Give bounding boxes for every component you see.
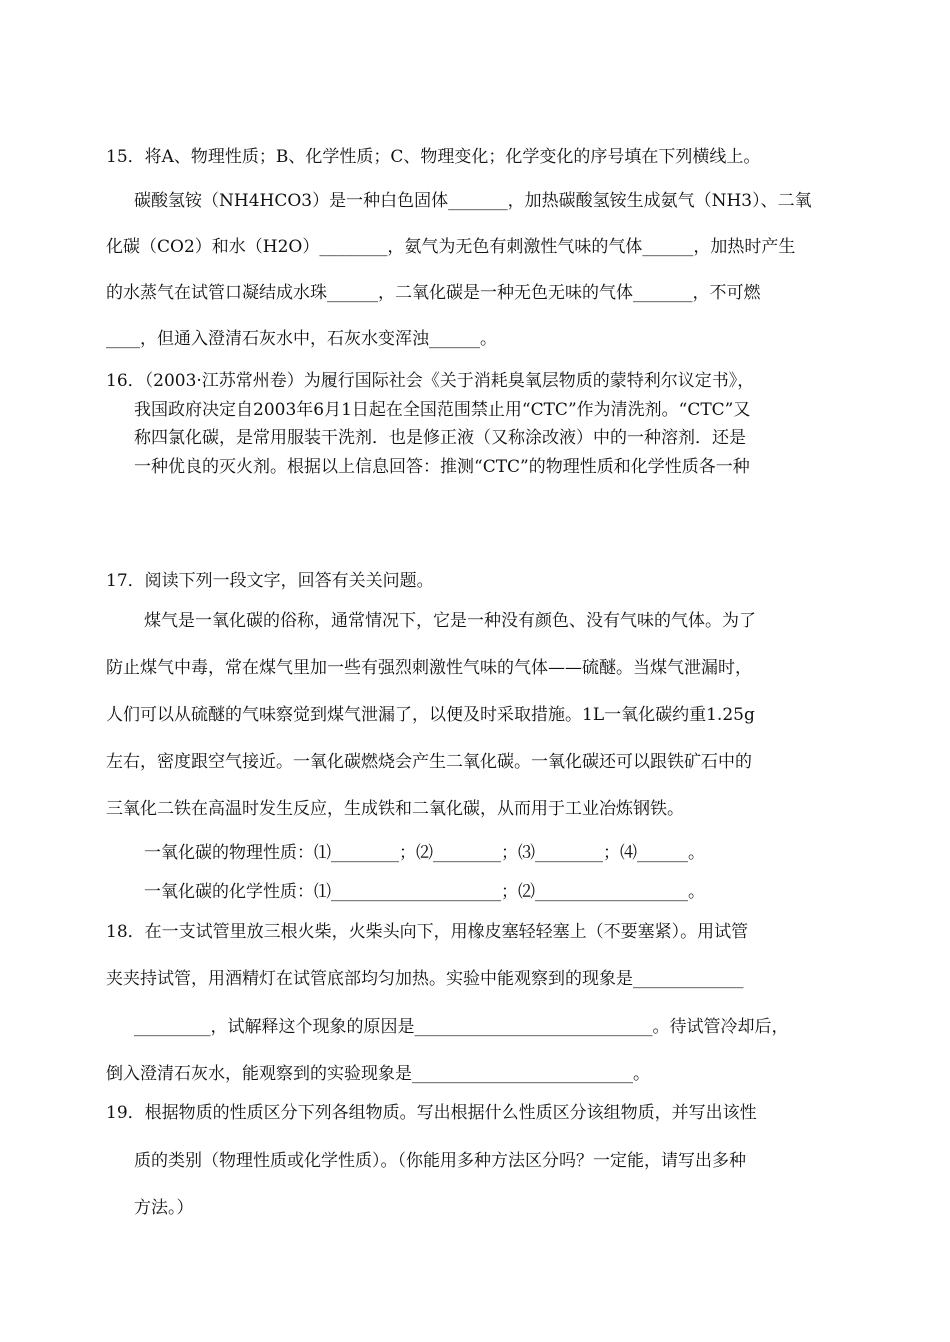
- q15-line-1: 15．将A、物理性质；B、化学性质；C、物理变化；化学变化的序号填在下列横线上。: [106, 147, 761, 167]
- q16-line-3: 称四氯化碳，是常用服装干洗剂．也是修正液（又称涂改液）中的一种溶剂．还是: [134, 428, 746, 448]
- q16-line-2: 我国政府决定自2003年6月1日起在全国范围禁止用“CTC”作为清洗剂。“CTC”又: [134, 400, 751, 420]
- q17-line-8: 一氧化碳的化学性质：⑴____________________；⑵__________________。: [144, 882, 705, 902]
- q15-line-5: ____，但通入澄清石灰水中，石灰水变浑浊______。: [106, 329, 497, 349]
- q19-line-1: 19．根据物质的性质区分下列各组物质。写出根据什么性质区分该组物质，并写出该性: [106, 1103, 757, 1123]
- q17-line-6: 三氧化二铁在高温时发生反应，生成铁和二氧化碳，从而用于工业冶炼钢铁。: [106, 799, 684, 819]
- q15-line-2: 碳酸氢铵（NH4HCO3）是一种白色固体_______，加热碳酸氢铵生成氨气（NH3）、二氧: [134, 191, 812, 211]
- q18-line-3: _________，试解释这个现象的原因是____________________________。待试管冷却后，: [134, 1017, 789, 1037]
- q17-line-3: 防止煤气中毒，常在煤气里加一些有强烈刺激性气味的气体——硫醚。当煤气泄漏时，: [106, 658, 752, 678]
- q16-line-1: 16．（2003·江苏常州卷）为履行国际社会《关于消耗臭氧层物质的蒙特利尔议定书》，: [106, 371, 755, 391]
- q17-line-5: 左右，密度跟空气接近。一氧化碳燃烧会产生二氧化碳。一氧化碳还可以跟铁矿石中的: [106, 752, 752, 772]
- q16-line-4: 一种优良的灭火剂。根据以上信息回答：推测“CTC”的物理性质和化学性质各一种: [134, 457, 750, 477]
- q19-line-3: 方法。）: [134, 1198, 194, 1218]
- q18-line-2: 夹夹持试管，用酒精灯在试管底部均匀加热。实验中能观察到的现象是_____________: [106, 969, 744, 989]
- q17-line-7: 一氧化碳的物理性质：⑴________；⑵________；⑶________；⑷______。: [144, 843, 705, 863]
- q19-line-2: 质的类别（物理性质或化学性质）。（你能用多种方法区分吗？一定能，请写出多种: [134, 1151, 746, 1171]
- q17-line-1: 17．阅读下列一段文字，回答有关关问题。: [106, 571, 434, 591]
- q17-line-4: 人们可以从硫醚的气味察觉到煤气泄漏了，以便及时采取措施。1L一氧化碳约重1.25g: [106, 705, 755, 725]
- q18-line-1: 18．在一支试管里放三根火柴，火柴头向下，用橡皮塞轻轻塞上（不要塞紧）。用试管: [106, 922, 749, 942]
- q18-line-4: 倒入澄清石灰水，能观察到的实验现象是__________________________。: [106, 1064, 650, 1084]
- q15-line-3: 化碳（CO2）和水（H2O）________，氨气为无色有刺激性气味的气体______，加热时产生: [106, 237, 796, 257]
- q17-line-2: 煤气是一氧化碳的俗称，通常情况下，它是一种没有颜色、没有气味的气体。为了: [144, 611, 756, 631]
- q15-line-4: 的水蒸气在试管口凝结成水珠______，二氧化碳是一种无色无味的气体_______，不可燃: [106, 283, 761, 303]
